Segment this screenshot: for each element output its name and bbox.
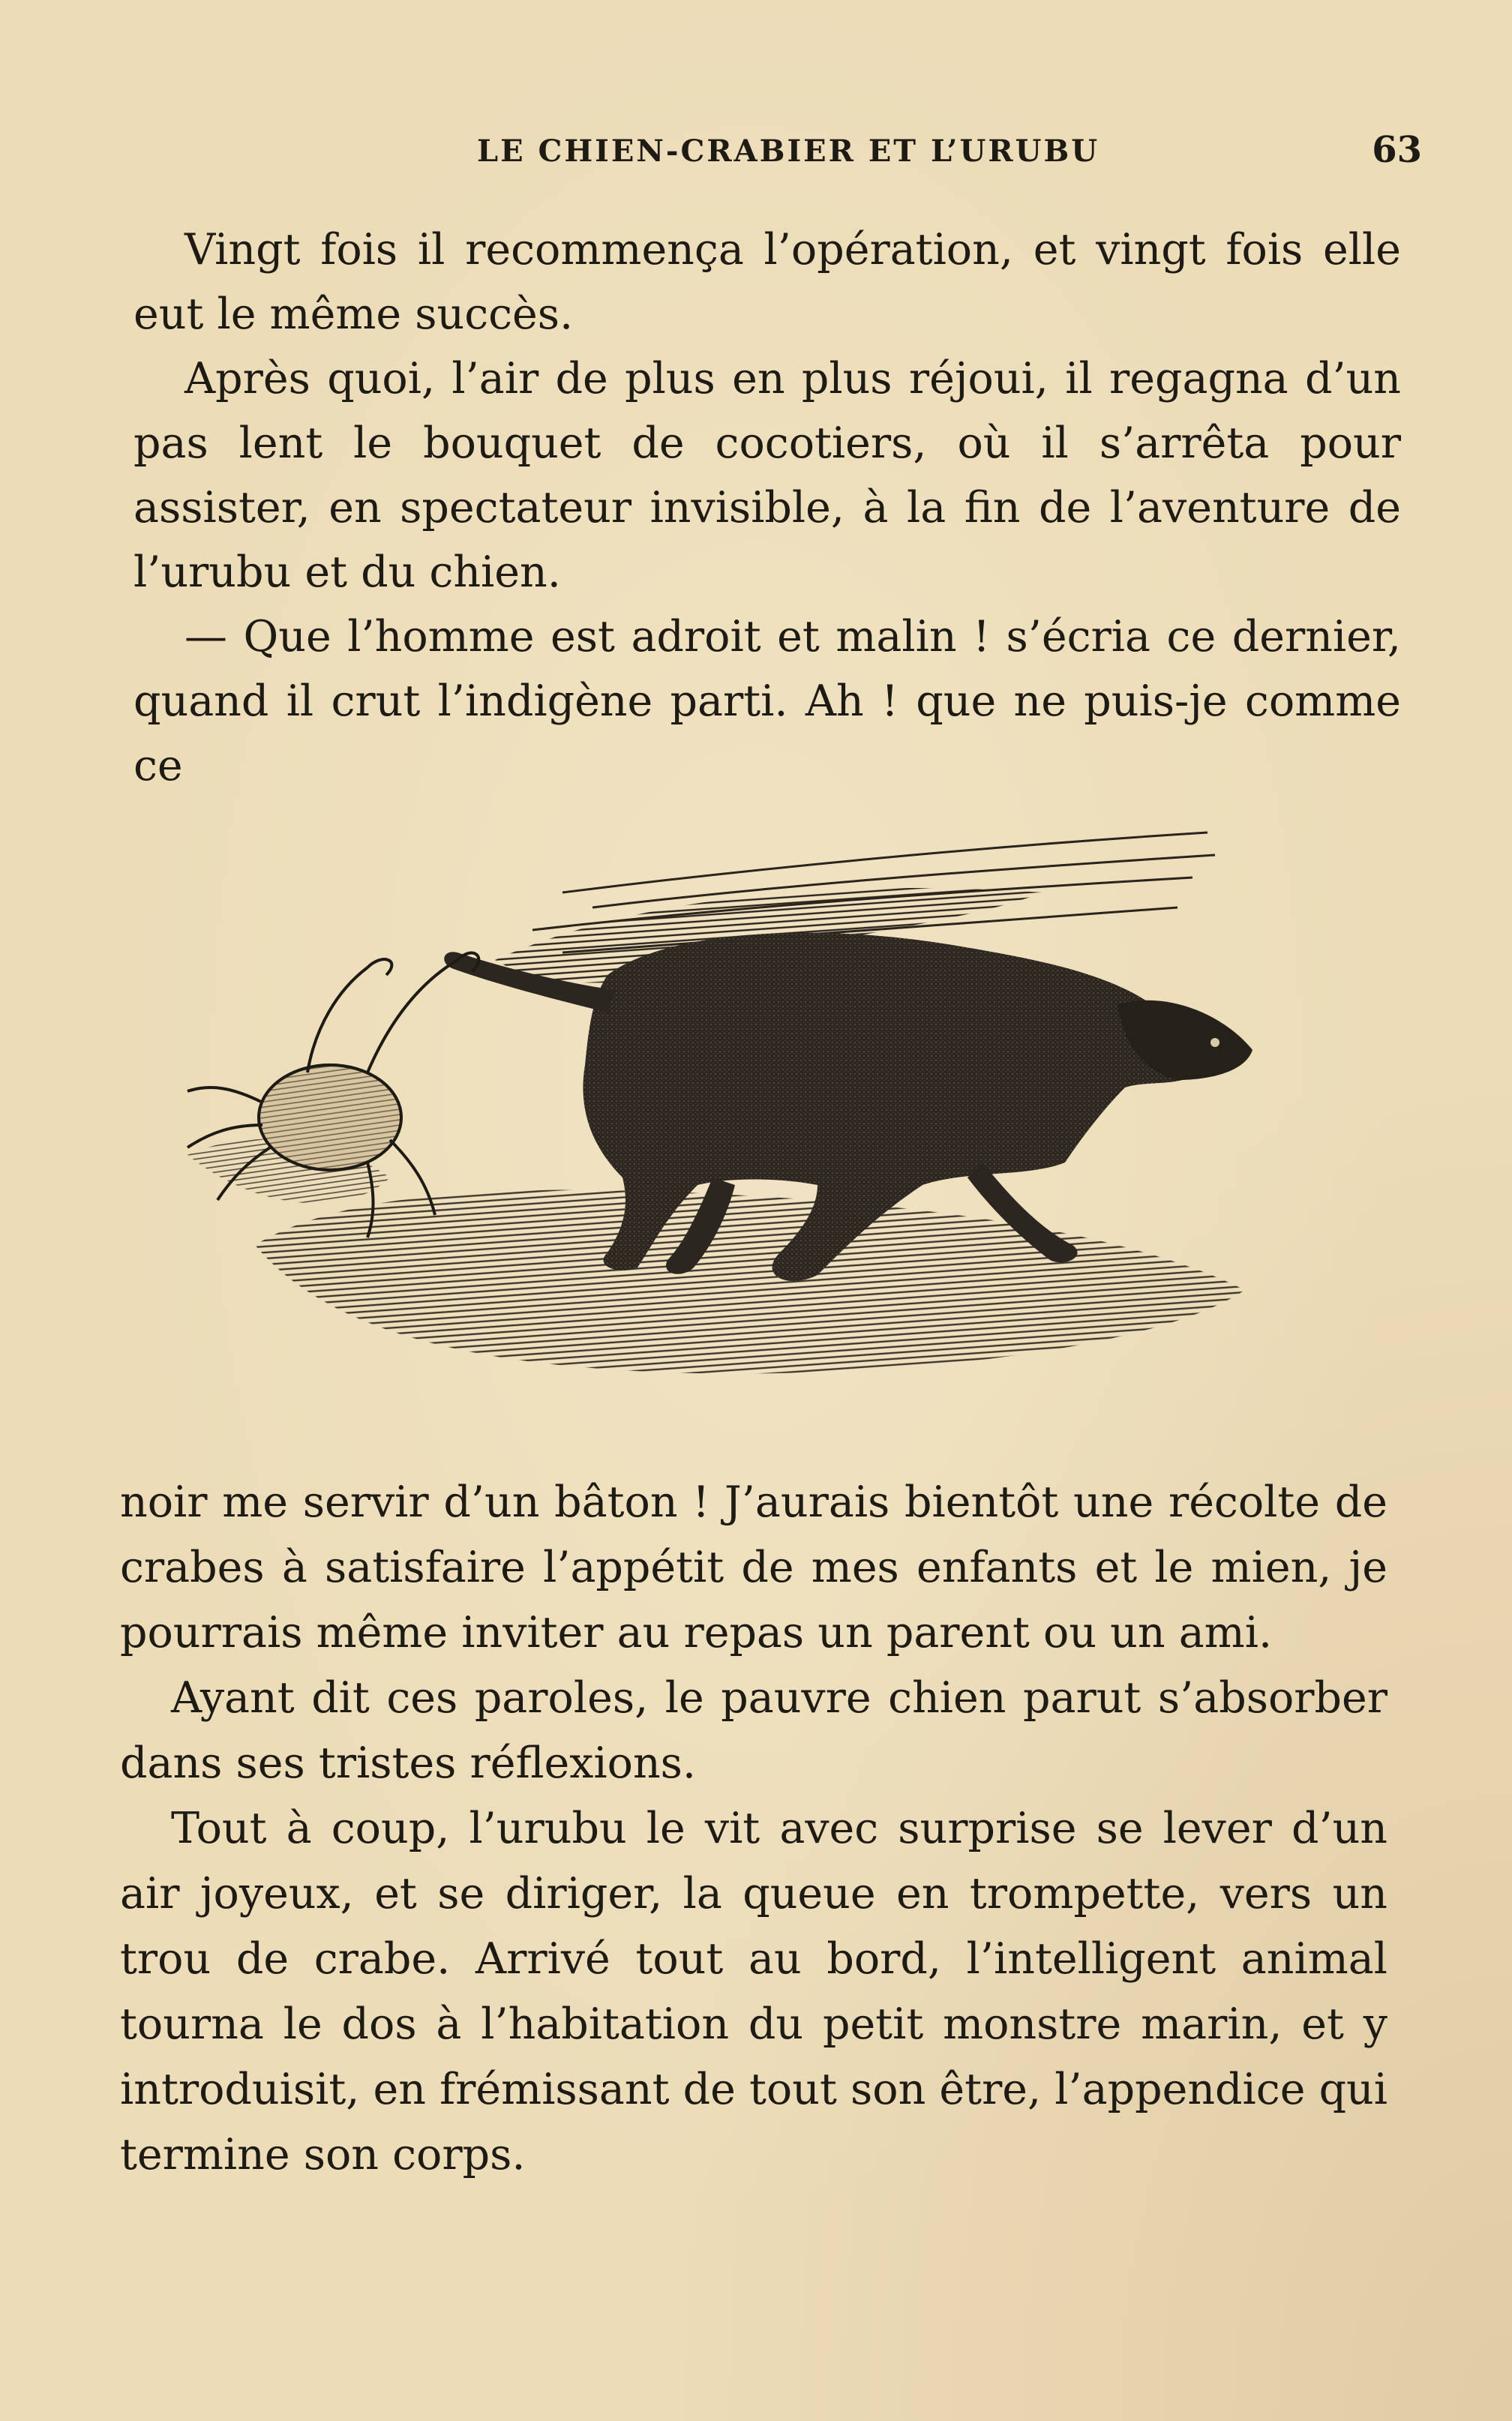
engraving-dog-with-crab <box>142 825 1342 1410</box>
text-block-bottom <box>120 1470 1388 2188</box>
paragraph: Vingt fois il recommença l’opération, et vingt fois elle eut le même succès. <box>134 225 1401 339</box>
paragraph: Après quoi, l’air de plus en plus réjoui, il regagna d’un pas lent le bouquet de cocotiers, où il s’arrêta pour assister, en spectateur invisible, à la fin de l’aventure de l’urubu et du chien. <box>134 354 1401 597</box>
running-title: LE CHIEN-CRABIER ET L’URUBU <box>477 134 1100 169</box>
paragraph: noir me servir d’un bâton ! J’aurais bientôt une récolte de crabes à satisfaire l’appétit de mes enfants et le mien, je pourrais même inviter au repas un parent ou un ami. <box>120 1478 1388 1658</box>
text-block-top <box>134 218 1401 798</box>
page-number: 63 <box>1372 129 1422 171</box>
paragraph: — Que l’homme est adroit et malin ! s’écria ce dernier, quand il crut l’indigène parti. Ah ! que ne puis-je comme ce <box>134 612 1401 790</box>
paragraph: Tout à coup, l’urubu le vit avec surprise se lever d’un air joyeux, et se diriger, la queue en trompette, vers un trou de crabe. Arrivé tout au bord, l’intelligent animal tourna le dos à l’habitation du petit monstre marin, et y introduisit, en frémissant de tout son être, l’appendice qui termine son corps. <box>120 1804 1388 2180</box>
paragraph: Ayant dit ces paroles, le pauvre chien parut s’absorber dans ses tristes réflexions. <box>120 1673 1388 1788</box>
